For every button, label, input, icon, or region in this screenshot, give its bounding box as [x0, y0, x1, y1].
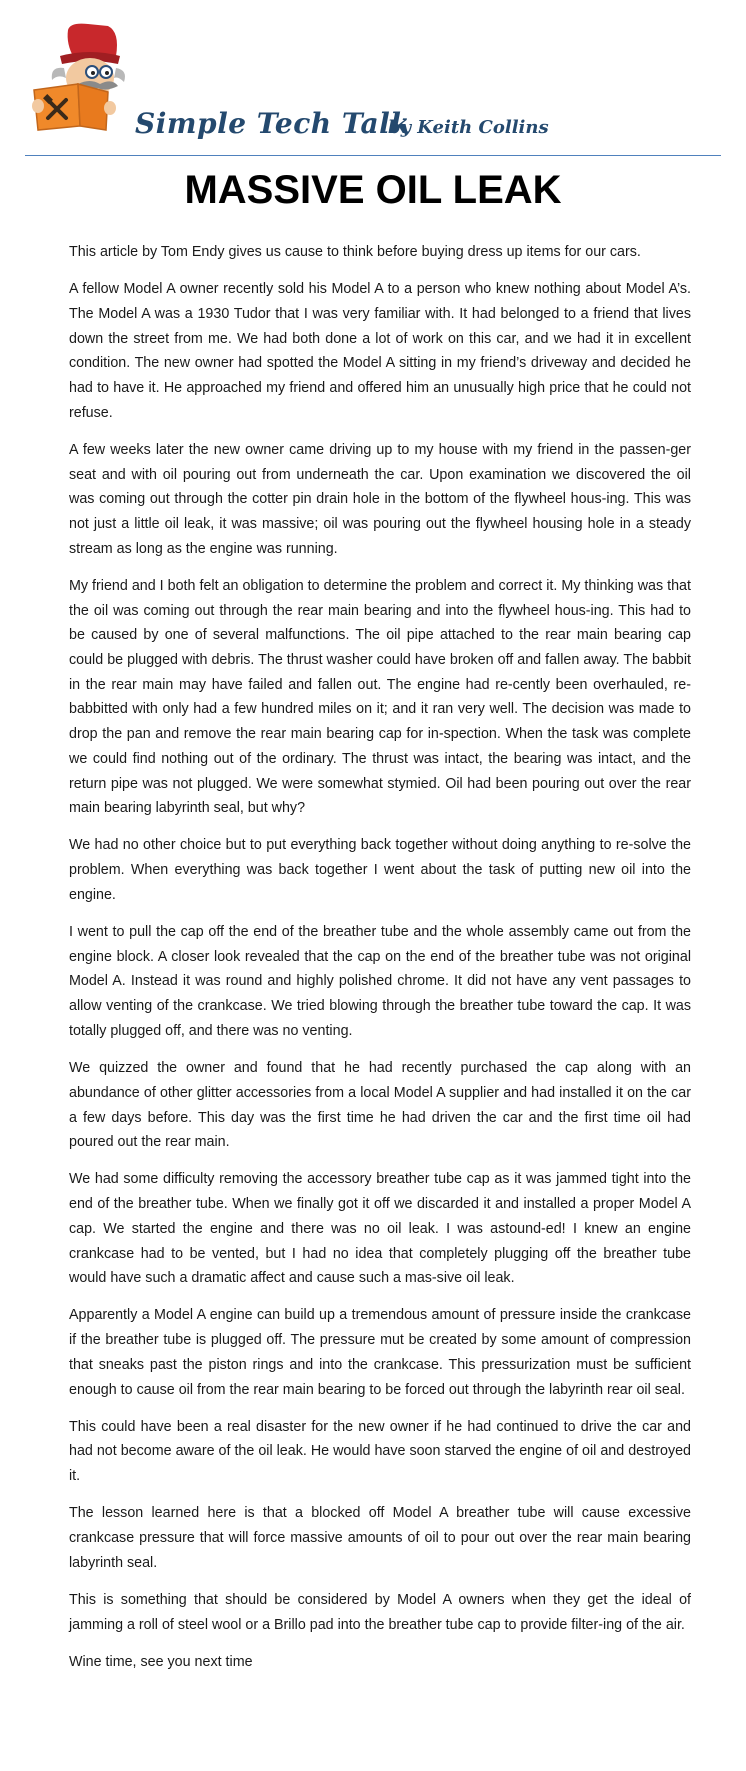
article-paragraph: This is something that should be considered by Model A owners when they get the ideal of jamming a roll of steel wool or a Brillo pad into the breather tube cap to provide filter-ing of the air.	[69, 1591, 691, 1633]
article-paragraph: A fellow Model A owner recently sold his Model A to a person who knew nothing about Model A’s. The Model A was a 1930 Tudor that I was very familiar with. It had belonged to a friend that lives down the street from me. We had both done a lot of work on this car, and we had it in excellent condition. The new owner had spotted the Model A sitting in my friend’s driveway and decided he had to have it. He approached my friend and offered him an unusually high price that he could not refuse.	[69, 281, 691, 421]
brand-title: Simple Tech Talk	[135, 107, 411, 140]
article-paragraph: A few weeks later the new owner came driving up to my house with my friend in the passen-ger seat and with oil pouring out from underneath the car. Upon examination we discovered the oil was coming out through the cotter pin drain hole in the bottom of the flywheel hous-ing. This was not just a little oil leak, it was massive; oil was pouring out the flywheel housing hole in a steady stream as long as the engine was running.	[69, 441, 691, 557]
article-paragraph: The lesson learned here is that a blocked off Model A breather tube will cause excessive crankcase pressure that will force massive amounts of oil to pour out over the rear main bearing labyrinth seal.	[69, 1505, 691, 1571]
article-paragraph: Apparently a Model A engine can build up a tremendous amount of pressure inside the crankcase if the breather tube is plugged off. The pressure mut be created by some amount of compression that sneaks past the piston rings and into the crankcase. This pressurization must be sufficient enough to cause oil from the rear main bearing to be forced out through the labyrinth rear oil seal.	[69, 1307, 691, 1398]
article-body	[69, 240, 691, 1687]
article-paragraph: My friend and I both felt an obligation to determine the problem and correct it. My thinking was that the oil was coming out through the rear main bearing and into the flywheel hous-ing. This had to be caused by one of several malfunctions. The oil pipe attached to the rear main bearing cap could be plugged with debris. The thrust washer could have broken off and fallen away. The babbit in the rear main may have failed and fallen out. The engine had re-cently been overhauled, re-babbitted with only had a few hundred miles on it; and it ran very well. The decision was made to drop the pan and remove the rear main bearing cap for in-spection. When the task was complete we could find nothing out of the ordinary. The thrust was intact, the bearing was intact, and the return pipe was not plugged. We were somewhat stymied. Oil had been pouring out over the rear main bearing labyrinth seal, but why?	[69, 577, 691, 817]
mechanic-mascot-icon	[30, 22, 130, 132]
page-header	[0, 0, 746, 160]
article-paragraph: This could have been a real disaster for the new owner if he had continued to drive the car and had not become aware of the oil leak. He would have soon starved the engine of oil and destroyed it.	[69, 1418, 691, 1485]
header-divider	[25, 155, 721, 156]
brand-byline: by Keith Collins	[388, 117, 549, 138]
article-paragraph: This article by Tom Endy gives us cause to think before buying dress up items for our cars.	[69, 244, 641, 260]
article-paragraph: We had some difficulty removing the accessory breather tube cap as it was jammed tight into the end of the breather tube. When we finally got it off we discarded it and installed a proper Model A cap. We started the engine and there was no oil leak. I was astound-ed! I knew an engine crankcase had to be vented, but I had no idea that completely plugging off the breather tube would have such a dramatic affect and cause such a mas-sive oil leak.	[69, 1171, 691, 1287]
article-paragraph: We had no other choice but to put everything back together without doing anything to re-solve the problem. When everything was back together I went about the task of putting new oil into the engine.	[69, 837, 691, 903]
article-paragraph: We quizzed the owner and found that he had recently purchased the cap along with an abundance of other glitter accessories from a local Model A supplier and had installed it on the car a few days before. This day was the first time he had driven the car and the first time oil had poured out the rear main.	[69, 1060, 691, 1151]
sign-off: Wine time, see you next time	[69, 1653, 253, 1670]
article-paragraph: I went to pull the cap off the end of the breather tube and the whole assembly came out from the engine block. A closer look revealed that the cap on the end of the breather tube was not original Model A. Instead it was round and highly polished chrome. It did not have any vent passages to allow venting of the crankcase. We tried blowing through the breather tube toward the cap. It was totally plugged off, and there was no venting.	[69, 924, 691, 1039]
page-title: MASSIVE OIL LEAK	[184, 168, 562, 212]
